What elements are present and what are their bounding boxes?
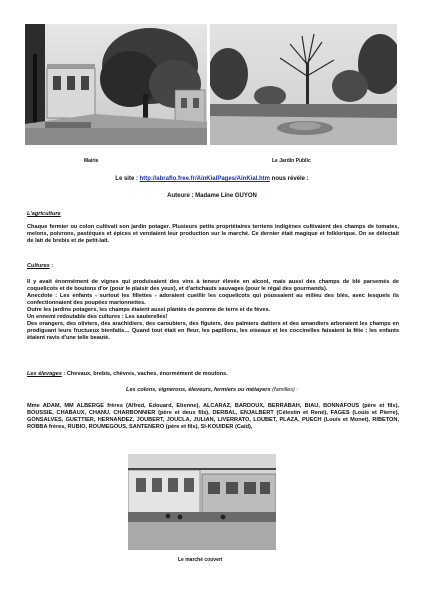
agriculture-text [27, 224, 399, 245]
marche-couvert-photo [128, 454, 276, 550]
elevages-text: : Chevaux, brebis, chèvres, vaches, énormément de moutons. [61, 371, 228, 377]
cultures-text [27, 279, 399, 342]
source-suffix: nous révèle : [270, 176, 309, 182]
jardin-caption: Le Jardin Public [272, 158, 311, 164]
colons-title: Les colons, vignerons, éleveurs, fermiers ou métayers [126, 387, 271, 393]
source-line [0, 176, 424, 182]
cultures-heading: Cultures [27, 263, 50, 269]
author-line: Auteure : Madame Line GUYON [167, 193, 257, 199]
source-prefix: Le site : [115, 176, 140, 182]
colons-list [27, 403, 399, 431]
cultures-paragraph-vignes: Il y avait énormément de vignes qui produisaient des vins à teneur élevée en alcool, mais aussi des champs de blé parsemés de coquelicots et de boutons d'or (pour le plaisir des yeux), et d'artichauts sauvages (pour le régal des gourmands). [27, 279, 399, 292]
mairie-caption: Mairie [84, 158, 99, 164]
colons-list-paragraph: Mme ADAM, MM ALBERGE frères (Alfred, Edouard, Etienne), ALCARAZ, BARDOUX, BERRABAH, BIAU, BONNAFOUS (père et fils), BOUSSIE, CHABAUX, CHANU, CHARBONNIER (père et deux fils), DERBAL, ENJALBERT (Célestin et René), FAGES (Louis et Pierre), GONSALVES, GUETTIER, HERNANDEZ, JOUBERT, JOUCLA, JULIAN, LIVERRATO, LOUBET, PLAZA, PUECH (Louis et Monet), RIBETON, ROBBA frères, RUBIO, ROUMEGOUS, SANTENERO (père et fils), SI-KOUIDER (Caïd), [27, 403, 399, 430]
cultures-heading-row [27, 263, 53, 269]
colons-subtitle [0, 387, 424, 393]
cultures-paragraph-arbres: Des orangers, des oliviers, des arachidiers, des caroubiers, des figuiers, des palmiers dattiers et des amandiers arboraient les champs en prodiguant leurs fructueux bienfaits… Quand tout était en fleur, les papillons, les oiseaux et les coccinelles faisaient la fête ; les enfants étaient ravis d'une telle beauté. [27, 321, 399, 341]
colons-note: (familles) : [270, 387, 298, 393]
source-link[interactable]: http://abraflo.free.fr/AinKialPages/AinKial.htm [139, 176, 270, 182]
elevages-line [27, 371, 399, 378]
cultures-paragraph-anecdote: Anecdote : Les enfants - surtout les fillettes - adoraient cueillir les coquelicots qui poussaient au milieu des blés, avec lesquels ils confectionnaient des poupées marionnettes. [27, 293, 399, 306]
agriculture-heading: L'agriculture [27, 211, 61, 217]
elevages-heading: Les élevages [27, 371, 62, 377]
agriculture-paragraph: Chaque fermier ou colon cultivait son jardin potager. Plusieurs petits propriétaires terriens indigènes cultivaient des champs de tomates, melons, poivrons, pastèques et épices et vendaient leur production sur le marché. Ce dernier était magique et folklorique. On se délectait de lait de brebis et de petit-lait. [27, 224, 399, 244]
marche-caption: Le marché couvert [178, 557, 223, 563]
cultures-paragraph-ennemi: Un ennemi redoutable des cultures : Les sauterelles! [27, 314, 168, 320]
cultures-paragraph-jardins: Outre les jardins potagers, les champs étaient aussi plantés de pomme de terre et de fèves. [27, 307, 271, 313]
jardin-public-photo [210, 24, 397, 145]
cultures-heading-suffix: : [49, 263, 54, 269]
mairie-photo [25, 24, 207, 145]
